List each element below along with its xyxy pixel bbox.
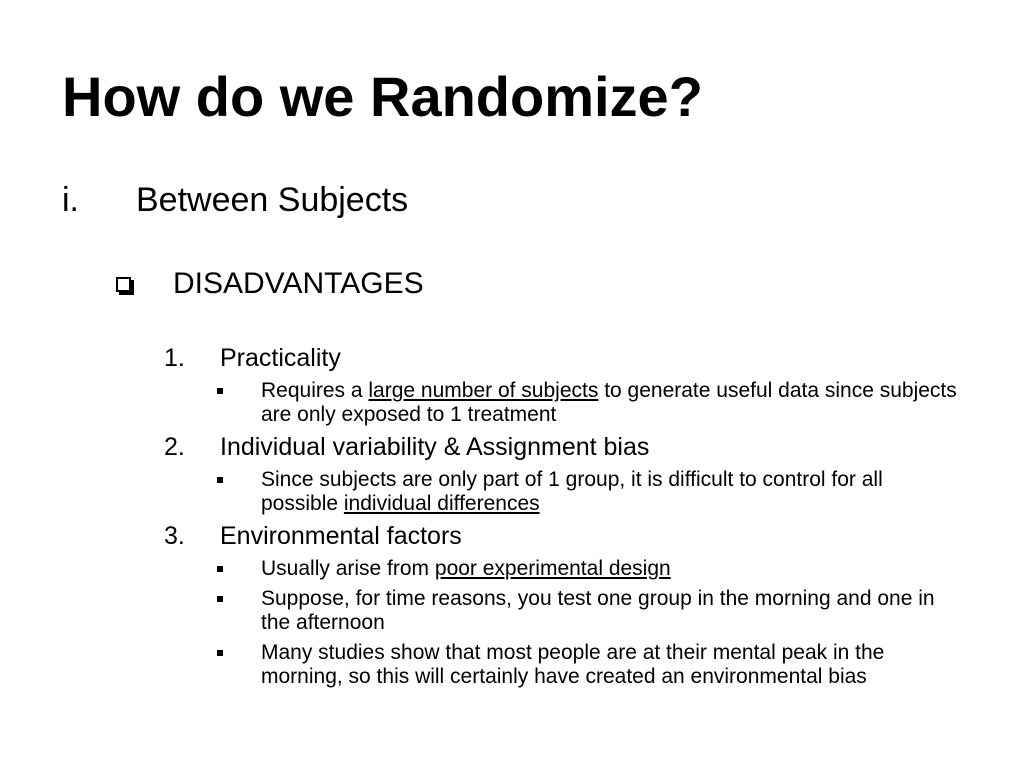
list-number: 3. — [164, 522, 185, 550]
list-number: 1. — [164, 344, 185, 372]
sub-bullet-text — [261, 379, 961, 427]
text-segment: to generate useful data since subjects are only exposed to 1 treatment — [261, 379, 957, 426]
underlined-term: individual differences — [343, 492, 540, 515]
level1-label: Between Subjects — [136, 181, 409, 219]
sub-bullet — [216, 468, 984, 516]
numbered-list — [164, 340, 984, 695]
list-item-label: Environmental factors — [220, 522, 462, 550]
list-item-label: Practicality — [220, 344, 341, 372]
sub-bullet-text: Suppose, for time reasons, you test one group in the morning and one in the afternoon — [261, 587, 935, 634]
square-bullet-icon — [216, 557, 261, 581]
square-bullet-icon — [216, 379, 261, 427]
sub-bullet — [216, 557, 984, 581]
sub-bullet — [216, 587, 984, 635]
square-bullet-icon — [216, 641, 261, 689]
sub-bullet — [216, 379, 984, 427]
text-segment: Requires a — [261, 379, 369, 402]
list-item-individual-variability — [164, 433, 984, 462]
level1-heading — [62, 180, 408, 220]
level2-label: DISADVANTAGES — [173, 267, 424, 300]
checkbox-bullet-icon — [116, 277, 131, 292]
sub-bullet-text — [261, 468, 961, 516]
level2-heading — [116, 266, 424, 302]
list-item-label: Individual variability & Assignment bias — [220, 433, 650, 461]
slide-title: How do we Randomize? — [62, 65, 703, 128]
square-bullet-icon — [216, 468, 261, 516]
sub-bullet — [216, 641, 984, 689]
sub-list — [216, 557, 984, 689]
list-item-environmental-factors — [164, 522, 984, 551]
sub-bullet-text — [261, 557, 961, 581]
sub-list — [216, 379, 984, 427]
sub-bullet-text: Many studies show that most people are at their mental peak in the morning, so this will certainly have created an environmental bias — [261, 641, 885, 688]
underlined-term: large number of subjects — [368, 379, 599, 402]
underlined-term: poor experimental design — [434, 557, 671, 580]
roman-numeral-marker: i. — [62, 181, 79, 219]
text-segment: Since subjects are only part of 1 group, it is difficult to control for all possible — [261, 468, 883, 515]
sub-list — [216, 468, 984, 516]
list-number: 2. — [164, 433, 185, 461]
list-item-practicality — [164, 344, 984, 373]
square-bullet-icon — [216, 587, 261, 635]
text-segment: Usually arise from — [261, 557, 435, 580]
